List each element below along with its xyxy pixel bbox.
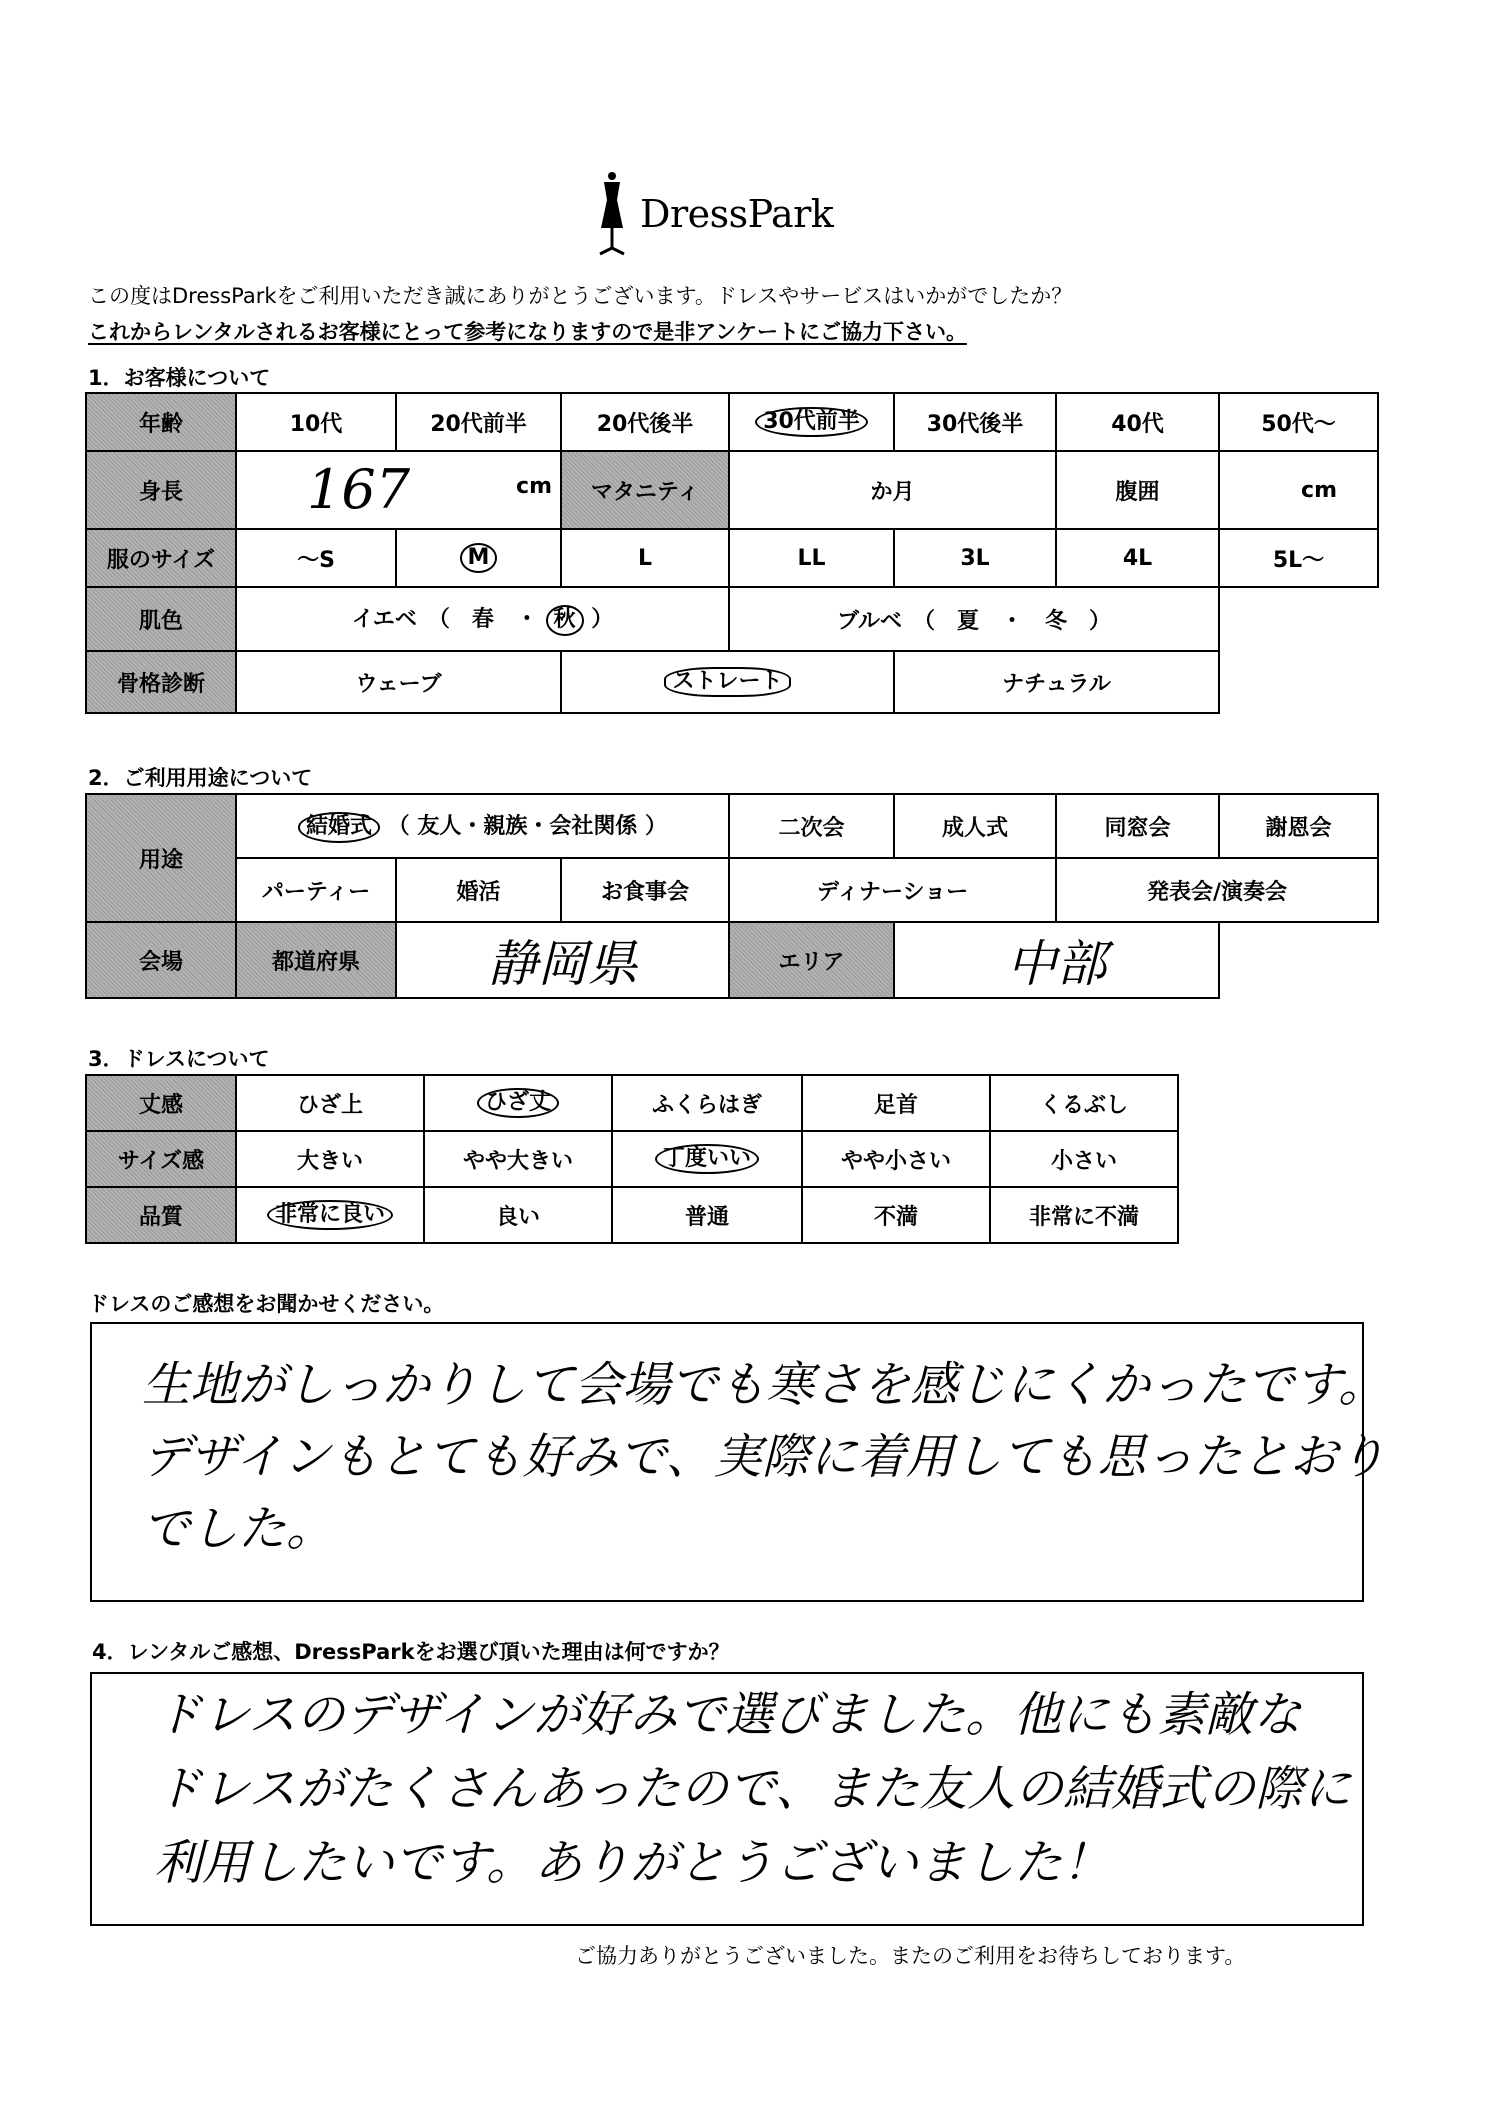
quality-label: 品質 [86, 1187, 236, 1243]
purpose-option-recital[interactable]: 発表会/演奏会 [1056, 858, 1378, 922]
empty-cell [1219, 651, 1378, 713]
purpose-option-thanks-party[interactable]: 謝恩会 [1219, 794, 1378, 858]
rental-comment-line-1: ドレスのデザインが好みで選びました。他にも素敵な [154, 1687, 1302, 1743]
age-option-10s[interactable]: 10代 [236, 393, 396, 451]
area-value: 中部 [1006, 935, 1107, 993]
purpose-option-after-party[interactable]: 二次会 [729, 794, 894, 858]
age-option-early-30s[interactable] [729, 393, 894, 451]
purpose-wedding-detail: （ 友人・親族・会社関係 ） [387, 814, 667, 840]
purpose-option-dinner[interactable]: お食事会 [561, 858, 729, 922]
quality-option-very-good[interactable] [236, 1187, 424, 1243]
length-label: 丈感 [86, 1075, 236, 1131]
size-option-s[interactable]: ～S [236, 529, 396, 587]
length-option-above-knee[interactable]: ひざ上 [236, 1075, 424, 1131]
age-option-late-20s[interactable]: 20代後半 [561, 393, 729, 451]
purpose-option-konkatsu[interactable]: 婚活 [396, 858, 561, 922]
quality-option-very-unsatisfied[interactable]: 非常に不満 [990, 1187, 1178, 1243]
height-label: 身長 [86, 451, 236, 529]
skin-yellow-end: ） [591, 607, 614, 633]
purpose-option-dinner-show[interactable]: ディナーショー [729, 858, 1056, 922]
body-label: 骨格診断 [86, 651, 236, 713]
area-field[interactable] [894, 922, 1219, 998]
fit-selected-mark: 丁度いい [655, 1144, 759, 1174]
waist-field[interactable] [1219, 451, 1378, 529]
quality-option-good[interactable]: 良い [424, 1187, 612, 1243]
prefecture-value: 静岡県 [487, 935, 638, 993]
purpose-option-party[interactable]: パーティー [236, 858, 396, 922]
age-label: 年齢 [86, 393, 236, 451]
dress-comment-line-1: 生地がしっかりして会場でも寒さを感じにくかったです。 [142, 1357, 1387, 1413]
skin-yellow-text: イエベ （ 春 ・ [351, 607, 538, 633]
section3-title: 3．ドレスについて [88, 1047, 270, 1071]
body-option-natural[interactable]: ナチュラル [894, 651, 1219, 713]
fit-option-small[interactable]: 小さい [990, 1131, 1178, 1187]
dress-comment-box[interactable] [90, 1322, 1387, 1602]
size-option-4l[interactable]: 4L [1056, 529, 1219, 587]
prefecture-field[interactable] [396, 922, 729, 998]
empty-cell [1219, 587, 1378, 651]
size-label: 服のサイズ [86, 529, 236, 587]
prefecture-label: 都道府県 [236, 922, 396, 998]
logo-text: DressPark [640, 192, 834, 236]
length-option-knee[interactable] [424, 1075, 612, 1131]
size-option-ll[interactable]: LL [729, 529, 894, 587]
height-unit: cm [516, 474, 552, 499]
maternity-field[interactable] [729, 451, 1056, 529]
fit-option-large[interactable]: 大きい [236, 1131, 424, 1187]
purpose-option-reunion[interactable]: 同窓会 [1056, 794, 1219, 858]
fit-option-just-right[interactable] [612, 1131, 802, 1187]
skin-selected-mark: 秋 [546, 605, 584, 635]
size-option-l[interactable]: L [561, 529, 729, 587]
section1-title: 1．お客様について [88, 366, 271, 390]
section2-title: 2．ご利用用途について [88, 766, 313, 790]
fit-label: サイズ感 [86, 1131, 236, 1187]
quality-option-unsatisfied[interactable]: 不満 [802, 1187, 990, 1243]
quality-selected-mark: 非常に良い [267, 1200, 393, 1230]
maternity-unit: か月 [870, 479, 915, 505]
dress-table [85, 1074, 1179, 1244]
size-option-m[interactable] [396, 529, 561, 587]
skin-blue-option[interactable]: ブルベ （ 夏 ・ 冬 ） [729, 587, 1219, 651]
rental-comment-line-2: ドレスがたくさんあったので、また友人の結婚式の際に [154, 1761, 1352, 1817]
customer-table [85, 392, 1379, 714]
height-field[interactable] [236, 451, 561, 529]
size-option-3l[interactable]: 3L [894, 529, 1056, 587]
empty-cell [1219, 922, 1378, 998]
maternity-label: マタニティ [561, 451, 729, 529]
height-value: 167 [307, 458, 411, 521]
waist-label: 腹囲 [1056, 451, 1219, 529]
age-option-late-30s[interactable]: 30代後半 [894, 393, 1056, 451]
skin-label: 肌色 [86, 587, 236, 651]
dress-form-icon [590, 170, 634, 260]
size-selected-mark: M [460, 543, 498, 573]
intro-line-2: これからレンタルされるお客様にとって参考になりますので是非アンケートにご協力下さい。 [88, 320, 967, 344]
fit-option-slightly-small[interactable]: やや小さい [802, 1131, 990, 1187]
length-selected-mark: ひざ丈 [477, 1088, 559, 1118]
area-label: エリア [729, 922, 894, 998]
venue-label: 会場 [86, 922, 236, 998]
purpose-option-wedding[interactable] [236, 794, 729, 858]
purpose-label: 用途 [86, 794, 236, 922]
purpose-option-coming-of-age[interactable]: 成人式 [894, 794, 1056, 858]
dress-comment-line-2: デザインもとても好みで、実際に着用しても思ったとおり [142, 1429, 1386, 1485]
age-option-50s[interactable]: 50代～ [1219, 393, 1378, 451]
age-option-40s[interactable]: 40代 [1056, 393, 1219, 451]
skin-yellow-option[interactable] [236, 587, 729, 651]
length-option-anklebone[interactable]: くるぶし [990, 1075, 1178, 1131]
closing-message: ご協力ありがとうございました。またのご利用をお待ちしております。 [575, 1944, 1246, 1968]
rental-comment-line-3: 利用したいです。ありがとうございました！ [154, 1835, 1111, 1891]
body-option-straight[interactable] [561, 651, 894, 713]
fit-option-slightly-large[interactable]: やや大きい [424, 1131, 612, 1187]
body-option-wave[interactable]: ウェーブ [236, 651, 561, 713]
quality-option-average[interactable]: 普通 [612, 1187, 802, 1243]
body-selected-mark: ストレート [664, 667, 790, 697]
length-option-ankle[interactable]: 足首 [802, 1075, 990, 1131]
usage-table [85, 793, 1379, 999]
length-option-calf[interactable]: ふくらはぎ [612, 1075, 802, 1131]
rental-comment-box[interactable] [90, 1672, 1364, 1926]
size-option-5l[interactable]: 5L～ [1219, 529, 1378, 587]
dress-comment-line-3: でした。 [142, 1501, 335, 1557]
intro-line-1: この度はDressParkをご利用いただき誠にありがとうございます。ドレスやサービスはいかがでしたか？ [88, 284, 1073, 308]
logo [590, 170, 850, 260]
purpose-selected-mark: 結婚式 [298, 812, 380, 842]
waist-unit: cm [1301, 477, 1337, 503]
section4-title: 4．レンタルご感想、DressParkをお選び頂いた理由は何ですか？ [92, 1640, 730, 1664]
dress-comment-title: ドレスのご感想をお聞かせください。 [88, 1292, 445, 1316]
age-option-early-20s[interactable]: 20代前半 [396, 393, 561, 451]
age-selected-mark: 30代前半 [755, 407, 868, 437]
